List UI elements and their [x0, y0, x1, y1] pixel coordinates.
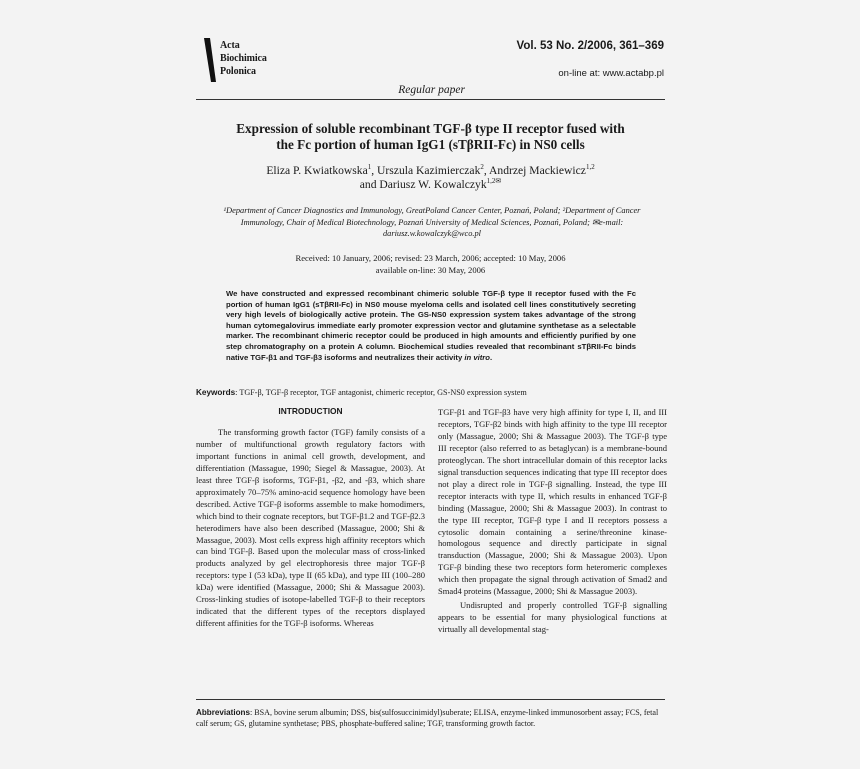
keywords-label: Keywords	[196, 388, 236, 397]
footnote-rule	[196, 699, 665, 700]
volume-info: Vol. 53 No. 2/2006, 361–369	[516, 40, 664, 52]
author-name: Eliza P. Kwiatkowska	[266, 164, 368, 177]
received-dates	[196, 253, 665, 277]
logo-line-3: Polonica	[220, 66, 256, 77]
right-column	[438, 407, 667, 687]
journal-logo	[198, 36, 288, 86]
logo-line-2: Biochimica	[220, 53, 267, 64]
section-heading: INTRODUCTION	[278, 406, 343, 416]
abbreviations-footnote	[196, 707, 665, 730]
body-paragraph: Undisrupted and properly controlled TGF-β signalling appears to be essential for many physiological functions at virtually all developmental stag-	[438, 600, 667, 635]
abstract	[226, 289, 636, 363]
online-url[interactable]: on-line at: www.actabp.pl	[558, 68, 664, 79]
article-title	[196, 121, 665, 153]
keywords	[196, 387, 665, 398]
author-conjunction: and	[359, 178, 377, 191]
author-name: Andrzej Mackiewicz	[489, 164, 586, 177]
abstract-end: .	[490, 352, 493, 362]
title-line-1: Expression of soluble recombinant TGF-β type II receptor fused with	[236, 121, 625, 136]
affiliations: ¹Department of Cancer Diagnostics and Immunology, GreatPoland Cancer Center, Poznań, Poland; ²Department of Cancer Immunology, Chair of Medical Biotechnology, Poznań University of Medical Sciences, Poznań, Poland; ✉e-mail: dariusz.w.kowalczyk@wco.pl	[223, 206, 641, 238]
author-affil-mark: 2	[480, 163, 484, 172]
abstract-italic: in vitro	[464, 352, 490, 362]
left-column	[196, 405, 425, 685]
keywords-text: : TGF-β, TGF-β receptor, TGF antagonist, chimeric receptor, GS-NS0 expression system	[235, 388, 527, 397]
abstract-text: We have constructed and expressed recombinant chimeric soluble TGF-β type II receptor fused with the Fc portion of human IgG1 (sTβRII-Fc) in NS0 mouse myeloma cells and isolated cell lines constitutively secreting very high levels of biologically active protein. The GS-NS0 expression system takes advantage of the strong human cytomegalovirus immediate early promoter expression vector and glutamine synthetase as a selectable marker. The recombinant chimeric receptor could be produced in high amounts and efficiently purified by one step chromatography on a protein A column. Biochemical studies revealed that recombinant sTβRII-Fc binds native TGF-β1 and TGF-β3 isoforms and neutralizes their activity	[226, 289, 636, 362]
logo-slash-mark	[198, 36, 222, 86]
logo-line-1: Acta	[220, 40, 240, 51]
body-paragraph: The transforming growth factor (TGF) family consists of a number of multifunctional growth regulatory factors with important functions in animal cell growth, development, and differentiation (Massague, 1990; Siegel & Massague, 2003). At least three TGF-β isoforms, TGF-β1, -β2, and -β3, which share approximately 70–75% amino-acid sequence homology have been described. Active TGF-β isoforms assemble to make homodimers, which bind to their cognate receptors, but TGF-β1.2 and TGF-β2.3 heterodimers have also been described (Massague, 2000; Shi & Massague, 2003). Most cells express high affinity receptors which can bind TGF-β. Based upon the molecular mass of cross-linked products analyzed by gel electrophoresis three major TGF-β receptors: type I (53 kDa), type II (65 kDa), and type III (100–280 kDa) were identified (Massague, 2000; Shi & Massague 2003). Cross-linking studies of isotope-labelled TGF-β to their receptors indicated that the different types of the receptors displayed different affinities for the TGF-β isoforms. Whereas	[196, 426, 425, 629]
author-name: Dariusz W. Kowalczyk	[379, 178, 487, 191]
section-label: Regular paper	[398, 84, 465, 96]
author-affil-mark: 1	[367, 163, 372, 172]
author-affil-mark: 1,2✉	[486, 177, 502, 186]
abbreviations-label: Abbreviations	[196, 708, 250, 717]
author-name: Urszula Kazimierczak	[377, 164, 481, 177]
author-list: Eliza P. Kwiatkowska$^1$, Urszula Kazimierczak$^2$, Andrzej Mackiewicz$^{1,2}$ and Dariusz W. Kowalczyk$^{1,2✉}$	[266, 163, 595, 191]
body-paragraph: TGF-β1 and TGF-β3 have very high affinity for type I, II, and III receptors, TGF-β2 binds with high affinity to the type III receptor only (Massague, 2000; Shi & Massague 2003). The TGF-β type III receptor (also referred to as betaglycan) is a membrane-bound proteoglycan. The short intracellular domain of this receptor lacks signal transduction sequences indicating that type III receptor does not play a direct role in TGF-β signalling. Instead, the type III receptor interacts with type II, which results in enhanced TGF-β binding (Massague, 2000; Shi & Massague 2003). In contrast to the type III receptor, TGF-β type I and II receptors possess a cytosolic domain containing a serine/threonine kinase-homologous sequence and directly participate in signal transduction (Massague, 2000; Shi & Massague 2003). Upon TGF-β binding these two receptors form heteromeric complexes which then propagate the signal through activation of Smad2 and Smad4 proteins (Massague, 2000; Shi & Massague 2003).	[438, 407, 667, 597]
header-rule	[196, 99, 665, 100]
abbreviations-text: : BSA, bovine serum albumin; DSS, bis(sulfosuccinimidyl)suberate; ELISA, enzyme-linked immunosorbent assay; FCS, fetal calf serum; GS, glutamine synthetase; PBS, phosphate-buffered saline; TGF, transforming growth factor.	[196, 708, 659, 729]
available-online-line: available on-line: 30 May, 2006	[375, 264, 486, 275]
received-line: Received: 10 January, 2006; revised: 23 March, 2006; accepted: 10 May, 2006	[295, 253, 566, 263]
title-line-2: the Fc portion of human IgG1 (sTβRII-Fc) in NS0 cells	[276, 137, 585, 152]
author-affil-mark: 1,2	[585, 163, 595, 172]
